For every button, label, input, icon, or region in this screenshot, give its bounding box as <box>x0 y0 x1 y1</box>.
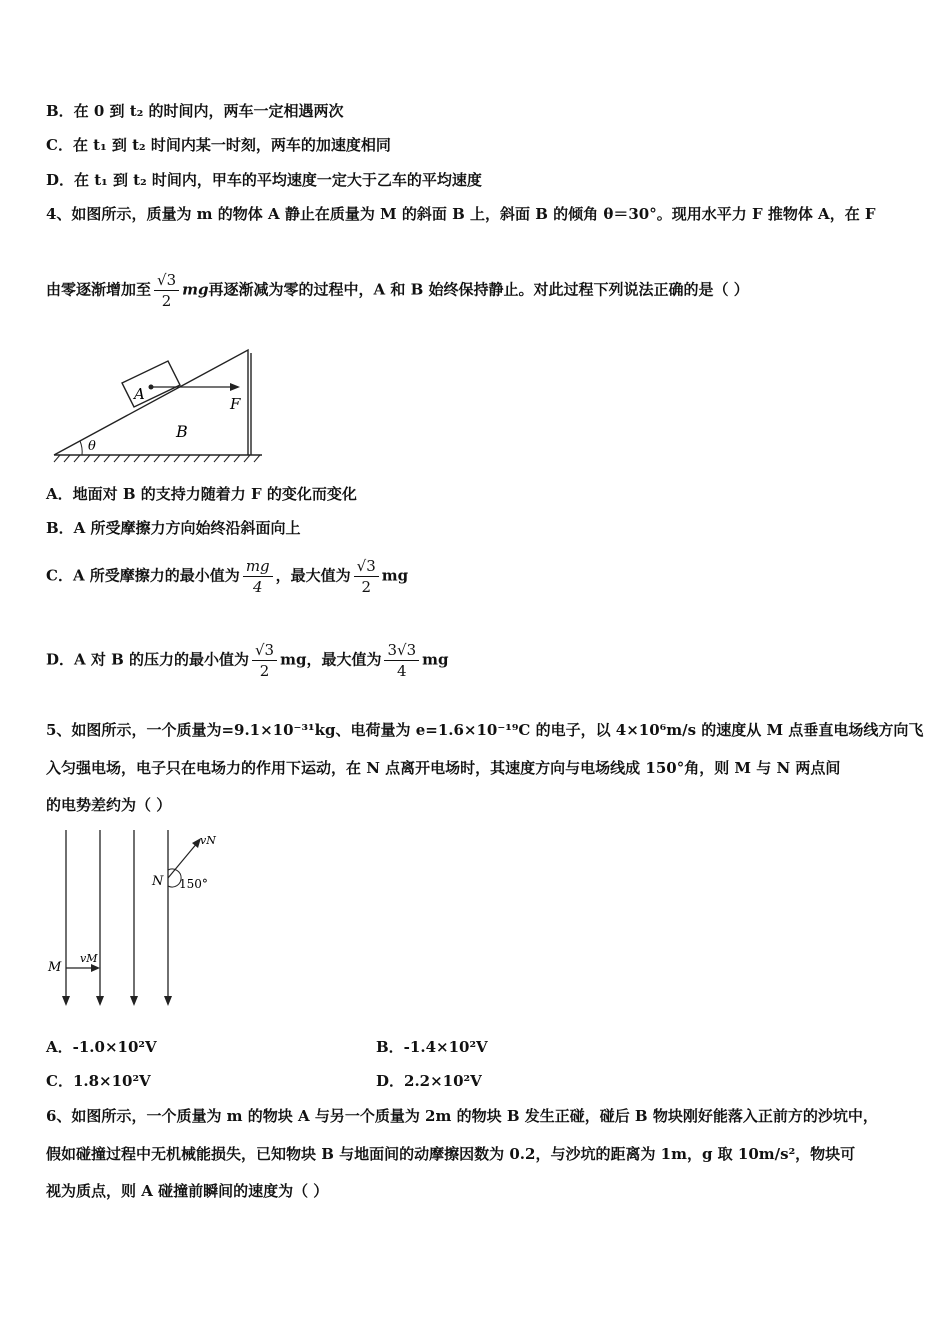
q4-option-d-frac2-num: 3√3 <box>384 640 419 661</box>
q4-stem-suffix: 再逐渐减为零的过程中，A 和 B 始终保持静止。对此过程下列说法正确的是（ ） <box>208 280 749 299</box>
q5-option-a: A．-1.0×10²V <box>46 1038 157 1056</box>
q3-option-c: C．在 t₁ 到 t₂ 时间内某一时刻，两车的加速度相同 <box>46 136 391 154</box>
q4-option-c-frac1-num: mg <box>243 556 273 577</box>
label-m: M <box>48 960 62 975</box>
q4-option-d-mid: mg，最大值为 <box>280 650 382 669</box>
q4-stem-fraction <box>154 270 179 311</box>
label-vm: vM <box>80 952 98 965</box>
q4-option-d-fraction-1 <box>252 640 277 681</box>
q4-option-d-frac1-num: √3 <box>252 640 277 661</box>
theta-arc <box>80 441 82 455</box>
q5-option-d: D．2.2×10²V <box>376 1072 482 1090</box>
q4-option-d <box>46 640 449 681</box>
incline-b <box>54 350 248 455</box>
q4-option-c-fraction-2 <box>354 556 379 597</box>
label-n: N <box>152 874 164 889</box>
q4-option-c-prefix: C．A 所受摩擦力的最小值为 <box>46 566 240 585</box>
block-a <box>122 361 180 407</box>
label-150: 150° <box>179 877 208 891</box>
q4-option-d-fraction-2 <box>384 640 419 681</box>
q4-stem-prefix: 由零逐渐增加至 <box>46 280 152 299</box>
q4-stem-mg: mg <box>182 280 209 299</box>
label-theta: θ <box>88 439 96 454</box>
q4-option-d-frac2-den: 4 <box>397 662 407 680</box>
label-a: A <box>134 385 145 403</box>
q4-option-d-prefix: D．A 对 B 的压力的最小值为 <box>46 650 249 669</box>
q6-stem-line-2: 假如碰撞过程中无机械能损失，已知物块 B 与地面间的动摩擦因数为 0.2，与沙坑的距离为 1m，g 取 10m/s²，物块可 <box>46 1145 856 1163</box>
ground-hatch <box>54 455 260 462</box>
q4-option-d-frac1-den: 2 <box>259 662 270 680</box>
vn-arrow <box>168 842 198 878</box>
q4-option-c-mid: ，最大值为 <box>275 566 351 585</box>
q4-option-c-frac1-den: 4 <box>252 578 263 596</box>
q6-stem-line-1: 6、如图所示，一个质量为 m 的物块 A 与另一个质量为 2m 的物块 B 发生正碰，碰后 B 物块刚好能落入正前方的沙坑中， <box>46 1107 878 1125</box>
q4-stem-line-1: 4、如图所示，质量为 m 的物体 A 静止在质量为 M 的斜面 B 上，斜面 B 的倾角 θ＝30°。现用水平力 F 推物体 A，在 F <box>46 205 876 223</box>
q4-option-a: A．地面对 B 的支持力随着力 F 的变化而变化 <box>46 485 357 503</box>
q4-option-b: B．A 所受摩擦力方向始终沿斜面向上 <box>46 519 301 537</box>
q5-option-b: B．-1.4×10²V <box>376 1038 488 1056</box>
q5-option-c: C．1.8×10²V <box>46 1072 151 1090</box>
q5-stem-line-3: 的电势差约为（ ） <box>46 796 172 814</box>
q6-stem-line-3: 视为质点，则 A 碰撞前瞬间的速度为（ ） <box>46 1182 329 1200</box>
q5-stem-line-1: 5、如图所示，一个质量为=9.1×10⁻³¹kg、电荷量为 e=1.6×10⁻¹⁹C 的电子，以 4×10⁶m/s 的速度从 M 点垂直电场线方向飞 <box>46 721 924 739</box>
q5-stem-line-2: 入匀强电场，电子只在电场力的作用下运动，在 N 点离开电场时，其速度方向与电场线成 150°角，则 M 与 N 两点间 <box>46 759 841 777</box>
q4-option-c-frac2-num: √3 <box>354 556 379 577</box>
q5-field-figure <box>44 828 224 1010</box>
q4-stem-fraction-num: √3 <box>154 270 179 291</box>
q4-option-d-unit: mg <box>422 650 449 669</box>
q4-stem-line-2 <box>46 270 749 311</box>
label-vn: vN <box>200 834 216 847</box>
q4-option-c <box>46 556 408 597</box>
label-b: B <box>176 422 188 441</box>
q4-option-c-unit: mg <box>381 566 409 585</box>
q3-option-b: B．在 0 到 t₂ 的时间内，两车一定相遇两次 <box>46 102 344 120</box>
field-arrowheads <box>62 996 172 1006</box>
q4-option-c-fraction-1 <box>243 556 273 597</box>
field-lines <box>66 830 168 1000</box>
q4-stem-fraction-den: 2 <box>161 292 172 310</box>
q4-incline-figure <box>48 345 268 470</box>
q3-option-d: D．在 t₁ 到 t₂ 时间内，甲车的平均速度一定大于乙车的平均速度 <box>46 171 482 189</box>
label-f: F <box>230 395 241 413</box>
q4-option-c-frac2-den: 2 <box>361 578 371 596</box>
